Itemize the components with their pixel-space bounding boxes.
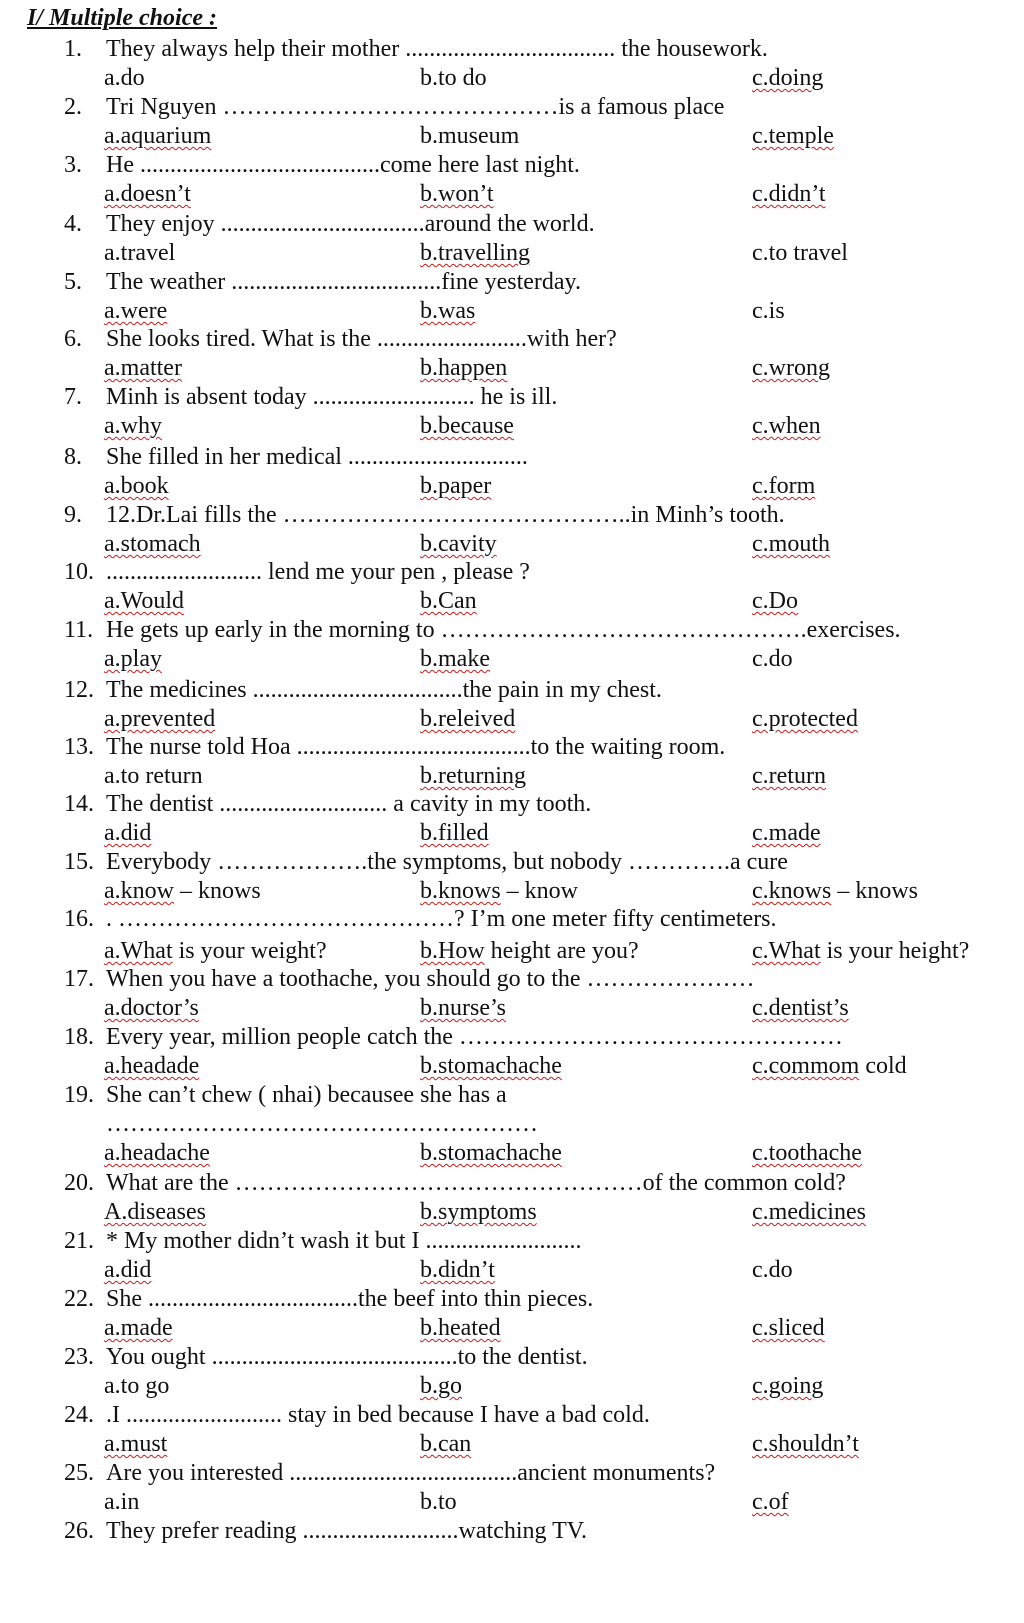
answer-option[interactable] xyxy=(420,644,490,674)
question-number: 9. xyxy=(64,502,82,528)
question-text: He ........................................come here last night. xyxy=(106,152,580,178)
answer-option[interactable] xyxy=(752,353,830,383)
section-heading: I/ Multiple choice : xyxy=(27,5,217,31)
spell-check-mark: b.because xyxy=(420,413,514,439)
answer-option[interactable] xyxy=(104,993,199,1023)
answer-option[interactable]: b.How height are you? xyxy=(420,938,639,964)
question-number: 18. xyxy=(64,1024,94,1050)
answer-option[interactable] xyxy=(752,529,830,559)
answer-option[interactable]: c.to travel xyxy=(752,240,848,266)
spell-check-mark: a.matter xyxy=(104,355,182,381)
answer-option[interactable] xyxy=(104,818,151,848)
answer-option[interactable]: a.to go xyxy=(104,1373,170,1399)
question-text: She can’t chew ( nhai) becausee she has a xyxy=(106,1082,507,1108)
answer-option[interactable] xyxy=(420,296,475,326)
spell-check-mark: A.diseases xyxy=(104,1199,206,1225)
answer-option[interactable]: a.in xyxy=(104,1489,140,1515)
question-number: 8. xyxy=(64,444,82,470)
question-number: 22. xyxy=(64,1286,94,1312)
question-text: Minh is absent today ........................... he is ill. xyxy=(106,384,558,410)
question-text: She filled in her medical .............................. xyxy=(106,444,528,470)
question-number: 15. xyxy=(64,849,94,875)
answer-option[interactable] xyxy=(752,818,821,848)
question-text: Everybody ……………….the symptoms, but nobody ………….a cure xyxy=(106,849,788,875)
answer-option[interactable] xyxy=(420,761,526,791)
answer-option[interactable] xyxy=(420,1255,495,1285)
question-number: 25. xyxy=(64,1460,94,1486)
answer-option[interactable] xyxy=(420,704,515,734)
answer-option[interactable] xyxy=(104,353,182,383)
answer-option[interactable] xyxy=(420,818,489,848)
question-number: 14. xyxy=(64,791,94,817)
question-number: 4. xyxy=(64,211,82,237)
answer-option[interactable] xyxy=(420,1051,562,1081)
spell-check-mark: c.temple xyxy=(752,123,834,149)
spell-check-mark: a.Would xyxy=(104,588,185,614)
answer-option[interactable] xyxy=(420,353,507,383)
spell-check-mark: b.nurse’s xyxy=(420,995,506,1021)
answer-option[interactable] xyxy=(104,529,201,559)
answer-option[interactable] xyxy=(420,1429,471,1459)
spell-check-mark: a.made xyxy=(104,1315,173,1341)
question-text: The dentist ............................ a cavity in my tooth. xyxy=(106,791,592,817)
answer-option[interactable]: c.do xyxy=(752,1257,793,1283)
answer-option[interactable] xyxy=(104,644,162,674)
answer-option[interactable]: c.knows – knows xyxy=(752,878,918,904)
answer-option[interactable]: a.What is your weight? xyxy=(104,938,327,964)
question-number: 19. xyxy=(64,1082,94,1108)
question-text: They enjoy ..................................around the world. xyxy=(106,211,595,237)
spell-check-mark: a.know xyxy=(104,878,174,904)
spell-check-mark: b.knows xyxy=(420,878,501,904)
answer-option[interactable]: a.travel xyxy=(104,240,176,266)
answer-option[interactable] xyxy=(104,471,169,501)
question-text: .I .......................... stay in bed because I have a bad cold. xyxy=(106,1402,650,1428)
answer-option[interactable] xyxy=(104,1051,199,1081)
answer-option[interactable] xyxy=(104,1313,173,1343)
spell-check-mark: a.stomach xyxy=(104,531,201,557)
spell-check-mark: a.doctor’s xyxy=(104,995,199,1021)
question-text: You ought .........................................to the dentist. xyxy=(106,1344,588,1370)
answer-option[interactable]: a.to return xyxy=(104,763,203,789)
spell-check-mark: b.returning xyxy=(420,763,526,789)
spell-check-mark: b.Can xyxy=(420,588,477,614)
answer-option[interactable] xyxy=(420,1138,562,1168)
question-text: They always help their mother ................................... the housework. xyxy=(106,36,768,62)
spell-check-mark: a.doesn’t xyxy=(104,181,191,207)
answer-option[interactable] xyxy=(752,411,821,441)
answer-option[interactable] xyxy=(752,471,815,501)
spell-check-mark: b.can xyxy=(420,1431,472,1457)
question-number: 3. xyxy=(64,152,82,178)
spell-check-mark: b.travelling xyxy=(420,240,530,266)
spell-check-mark: b.was xyxy=(420,298,476,324)
question-number: 16. xyxy=(64,906,94,932)
answer-option[interactable] xyxy=(752,1371,823,1401)
answer-option[interactable] xyxy=(104,704,215,734)
question-text: Tri Nguyen ……………………………………is a famous place xyxy=(106,94,725,120)
answer-option[interactable]: b.to xyxy=(420,1489,457,1515)
answer-option[interactable] xyxy=(420,1371,462,1401)
answer-option[interactable] xyxy=(752,121,834,151)
spell-check-mark: c.medicines xyxy=(752,1199,866,1225)
question-number: 21. xyxy=(64,1228,94,1254)
answer-option[interactable] xyxy=(104,1429,167,1459)
spell-check-mark: c.made xyxy=(752,820,821,846)
answer-option[interactable]: a.know – knows xyxy=(104,878,261,904)
answer-option[interactable] xyxy=(420,993,506,1023)
question-text: What are the ……………………………………………of the common cold? xyxy=(106,1170,846,1196)
answer-option[interactable] xyxy=(104,121,211,151)
answer-option[interactable] xyxy=(420,471,491,501)
spell-check-mark: b.stomachache xyxy=(420,1140,562,1166)
spell-check-mark: c.of xyxy=(752,1489,789,1515)
answer-option[interactable]: c.is xyxy=(752,298,785,324)
question-number: 1. xyxy=(64,36,82,62)
spell-check-mark: a.headade xyxy=(104,1053,200,1079)
answer-option[interactable] xyxy=(752,1487,789,1517)
spell-check-mark: b.symptoms xyxy=(420,1199,537,1225)
answer-option[interactable]: c.commom cold xyxy=(752,1053,907,1079)
question-text: The medicines ...................................the pain in my chest. xyxy=(106,677,662,703)
spell-check-mark: c.knows xyxy=(752,878,832,904)
question-number: 11. xyxy=(64,617,94,643)
spell-check-mark: b.cavity xyxy=(420,531,497,557)
question-number: 24. xyxy=(64,1402,94,1428)
question-text: She looks tired. What is the .........................with her? xyxy=(106,326,617,352)
question-text: 12.Dr.Lai fills the ……………………………………..in Minh’s tooth. xyxy=(106,502,785,528)
answer-option[interactable] xyxy=(104,1197,206,1227)
answer-option[interactable] xyxy=(420,586,477,616)
answer-option[interactable] xyxy=(420,179,494,209)
spell-check-mark: b.happen xyxy=(420,355,508,381)
question-text: . ……………………………………? I’m one meter fifty centimeters. xyxy=(106,906,777,932)
spell-check-mark: c.wrong xyxy=(752,355,830,381)
question-number: 5. xyxy=(64,269,82,295)
answer-option[interactable] xyxy=(420,529,497,559)
answer-option[interactable] xyxy=(752,993,849,1023)
answer-blank-line: ……………………………………………… xyxy=(106,1111,538,1137)
question-text: She ...................................the beef into thin pieces. xyxy=(106,1286,594,1312)
spell-check-mark: a.What xyxy=(104,938,173,964)
answer-option[interactable] xyxy=(752,586,798,616)
spell-check-mark: b.make xyxy=(420,646,490,672)
spell-check-mark: b.How xyxy=(420,938,485,964)
answer-option[interactable] xyxy=(104,411,162,441)
question-text: When you have a toothache, you should go to the ………………… xyxy=(106,966,755,992)
question-text: Are you interested ......................................ancient monuments? xyxy=(106,1460,716,1486)
question-text: The nurse told Hoa .......................................to the waiting room. xyxy=(106,734,726,760)
answer-option[interactable] xyxy=(104,1255,151,1285)
question-number: 6. xyxy=(64,326,82,352)
answer-option[interactable] xyxy=(104,296,167,326)
question-number: 7. xyxy=(64,384,82,410)
spell-check-mark: b.stomachache xyxy=(420,1053,562,1079)
spell-check-mark: c.form xyxy=(752,473,816,499)
question-text: They prefer reading ..........................watching TV. xyxy=(106,1518,587,1544)
answer-option[interactable] xyxy=(104,179,191,209)
spell-check-mark: b.didn’t xyxy=(420,1257,495,1283)
spell-check-mark: c.dentist’s xyxy=(752,995,849,1021)
spell-check-mark: a.did xyxy=(104,1257,152,1283)
spell-check-mark: c.return xyxy=(752,763,826,789)
spell-check-mark: c.What xyxy=(752,938,821,964)
question-number: 10. xyxy=(64,559,94,585)
answer-option[interactable]: b.museum xyxy=(420,123,520,149)
answer-option[interactable]: b.to do xyxy=(420,65,487,91)
spell-check-mark: b.won’t xyxy=(420,181,494,207)
answer-option[interactable] xyxy=(420,238,530,268)
answer-option[interactable] xyxy=(420,1197,537,1227)
answer-option[interactable] xyxy=(420,1313,501,1343)
spell-check-mark: c.didn’t xyxy=(752,181,826,207)
answer-option[interactable] xyxy=(752,63,823,93)
spell-check-mark: b.heated xyxy=(420,1315,501,1341)
spell-check-mark: a.why xyxy=(104,413,162,439)
question-number: 26. xyxy=(64,1518,94,1544)
answer-option[interactable] xyxy=(752,179,826,209)
spell-check-mark: c.Do xyxy=(752,588,798,614)
question-number: 20. xyxy=(64,1170,94,1196)
spell-check-mark: a.were xyxy=(104,298,168,324)
question-number: 2. xyxy=(64,94,82,120)
spell-check-mark: a.play xyxy=(104,646,162,672)
answer-option[interactable]: c.What is your height? xyxy=(752,938,970,964)
question-text: .......................... lend me your pen , please ? xyxy=(106,559,530,585)
question-text: * My mother didn’t wash it but I .......................... xyxy=(106,1228,582,1254)
spell-check-mark: b.filled xyxy=(420,820,489,846)
spell-check-mark: a.aquarium xyxy=(104,123,212,149)
answer-option[interactable] xyxy=(752,1197,866,1227)
answer-option[interactable]: a.do xyxy=(104,65,145,91)
answer-option[interactable] xyxy=(420,411,514,441)
answer-option[interactable] xyxy=(752,761,826,791)
question-number: 13. xyxy=(64,734,94,760)
answer-option[interactable]: c.do xyxy=(752,646,793,672)
spell-check-mark: c.mouth xyxy=(752,531,830,557)
answer-option[interactable] xyxy=(752,1313,825,1343)
spell-check-mark: b.paper xyxy=(420,473,492,499)
answer-option[interactable] xyxy=(752,704,858,734)
spell-check-mark: c.commom xyxy=(752,1053,860,1079)
spell-check-mark: c.toothache xyxy=(752,1140,862,1166)
spell-check-mark: a.did xyxy=(104,820,152,846)
answer-option[interactable] xyxy=(104,1138,210,1168)
spell-check-mark: c.protected xyxy=(752,706,858,732)
spell-check-mark: c.doing xyxy=(752,65,824,91)
answer-option[interactable]: b.knows – know xyxy=(420,878,579,904)
answer-option[interactable] xyxy=(752,1429,859,1459)
spell-check-mark: c.going xyxy=(752,1373,824,1399)
question-text: Every year, million people catch the ………………………………………… xyxy=(106,1024,843,1050)
spell-check-mark: c.shouldn’t xyxy=(752,1431,859,1457)
spell-check-mark: b.go xyxy=(420,1373,462,1399)
spell-check-mark: a.must xyxy=(104,1431,168,1457)
question-text: The weather ...................................fine yesterday. xyxy=(106,269,581,295)
spell-check-mark: a.prevented xyxy=(104,706,216,732)
answer-option[interactable] xyxy=(104,586,184,616)
answer-option[interactable] xyxy=(752,1138,862,1168)
spell-check-mark: a.headache xyxy=(104,1140,210,1166)
question-text: He gets up early in the morning to ……………………………………….exercises. xyxy=(106,617,901,643)
spell-check-mark: c.when xyxy=(752,413,821,439)
spell-check-mark: c.sliced xyxy=(752,1315,825,1341)
spell-check-mark: a.book xyxy=(104,473,169,499)
question-number: 17. xyxy=(64,966,94,992)
spell-check-mark: b.releived xyxy=(420,706,516,732)
question-number: 12. xyxy=(64,677,94,703)
question-number: 23. xyxy=(64,1344,94,1370)
